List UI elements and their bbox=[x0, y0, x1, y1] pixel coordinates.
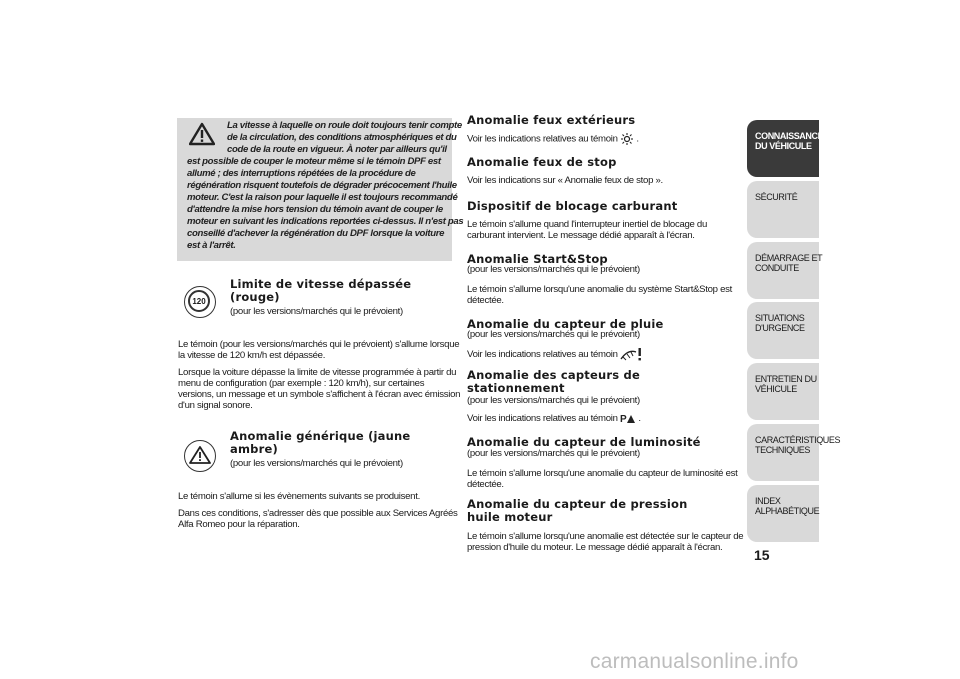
speed-paragraph-2: Lorsque la voiture dépasse la limite de vitesse programmée à partir du bbox=[178, 367, 457, 378]
parking-sensors-subtitle: (pour les versions/marchés qui le prévoient) bbox=[467, 395, 640, 406]
parking-sensors-heading-2: stationnement bbox=[467, 381, 565, 395]
oil-pressure-sensor-heading: Anomalie du capteur de pression bbox=[467, 497, 688, 511]
speed-paragraph-2: versions, un message et un symbole s'affichent à l'écran avec émission bbox=[178, 389, 461, 400]
fuel-cutoff-heading: Dispositif de blocage carburant bbox=[467, 199, 678, 213]
start-stop-heading: Anomalie Start&Stop bbox=[467, 252, 608, 266]
speed-paragraph-1: Le témoin (pour les versions/marchés qui le prévoient) s'allume lorsque bbox=[178, 339, 460, 350]
speed-limit-heading: Limite de vitesse dépassée bbox=[230, 277, 412, 291]
start-stop-text: Le témoin s'allume lorsqu'une anomalie du système Start&Stop est bbox=[467, 284, 732, 295]
rain-sensor-icon bbox=[620, 348, 642, 361]
generic-fault-heading-2: ambre) bbox=[230, 442, 278, 456]
sidebar-tab-caracteristiques[interactable]: CARACTÉRISTIQUES TECHNIQUES bbox=[747, 424, 819, 481]
generic-fault-icon bbox=[184, 440, 216, 472]
light-sensor-text: Le témoin s'allume lorsqu'une anomalie du capteur de luminosité est bbox=[467, 468, 738, 479]
parking-sensors-heading: Anomalie des capteurs de bbox=[467, 368, 640, 382]
light-sensor-heading: Anomalie du capteur de luminosité bbox=[467, 435, 701, 449]
note-line: conseillé d'achever la régénération du DPF lorsque la voiture bbox=[187, 228, 445, 239]
warning-note bbox=[177, 118, 464, 261]
fuel-cutoff-text: Le témoin s'allume quand l'interrupteur inertiel de blocage du bbox=[467, 219, 707, 230]
speed-limit-icon bbox=[184, 286, 216, 318]
generic-paragraph-2: Alfa Romeo pour la réparation. bbox=[178, 519, 300, 530]
page-number: 15 bbox=[754, 547, 770, 563]
rain-sensor-text: Voir les indications relatives au témoin bbox=[467, 348, 642, 361]
sidebar-tab-securite[interactable]: SÉCURITÉ bbox=[747, 181, 819, 238]
oil-pressure-sensor-text: pression d'huile du moteur. Le message dédié apparaît à l'écran. bbox=[467, 542, 723, 553]
speed-limit-heading-2: (rouge) bbox=[230, 290, 280, 304]
start-stop-text: détectée. bbox=[467, 295, 504, 306]
light-sensor-subtitle: (pour les versions/marchés qui le prévoient) bbox=[467, 448, 640, 459]
note-line: allumé ; des interruptions répétées de la procédure de bbox=[187, 168, 416, 179]
note-line: est possible de couper le moteur même si le témoin DPF est bbox=[187, 156, 441, 167]
oil-pressure-sensor-heading-2: huile moteur bbox=[467, 510, 553, 524]
sidebar-tab-index[interactable]: INDEX ALPHABÉTIQUE bbox=[747, 485, 819, 542]
warning-triangle-icon bbox=[189, 122, 215, 146]
speed-paragraph-2: d'un signal sonore. bbox=[178, 400, 253, 411]
note-line: est à l'arrêt. bbox=[187, 240, 236, 251]
speed-limit-value: 120 bbox=[188, 290, 210, 312]
oil-pressure-sensor-text: Le témoin s'allume lorsqu'une anomalie est détectée sur le capteur de bbox=[467, 531, 744, 542]
parking-sensors-text: Voir les indications relatives au témoin P . bbox=[467, 413, 641, 425]
generic-fault-heading: Anomalie générique (jaune bbox=[230, 429, 411, 443]
stop-lights-text: Voir les indications sur « Anomalie feux de stop ». bbox=[467, 175, 663, 186]
svg-text:P: P bbox=[620, 414, 627, 424]
note-line: moteur. C'est la raison pour laquelle il est toujours recommandé bbox=[187, 192, 458, 203]
note-line: La vitesse à laquelle on roule doit toujours tenir compte bbox=[227, 120, 462, 131]
note-line: d'attendre la mise hors tension du témoin avant de couper le bbox=[187, 204, 443, 215]
note-line: moteur en suivant les indications reportées ci-dessus. Il n'est pas bbox=[187, 216, 464, 227]
light-sensor-text: détectée. bbox=[467, 479, 504, 490]
start-stop-subtitle: (pour les versions/marchés qui le prévoient) bbox=[467, 264, 640, 275]
note-line: de la circulation, des conditions atmosphériques et du bbox=[227, 132, 457, 143]
speed-paragraph-2: menu de configuration (par exemple : 120 km/h), sur certaines bbox=[178, 378, 425, 389]
speed-limit-subtitle: (pour les versions/marchés qui le prévoient) bbox=[230, 306, 403, 317]
rain-sensor-heading: Anomalie du capteur de pluie bbox=[467, 317, 664, 331]
watermark: carmanualsonline.info bbox=[590, 650, 799, 673]
note-line: régénération risquent toutefois de dégrader précocement l'huile bbox=[187, 180, 457, 191]
generic-paragraph-2: Dans ces conditions, s'adresser dès que possible aux Services Agréés bbox=[178, 508, 458, 519]
sidebar-tab-entretien[interactable]: ENTRETIEN DU VÉHICULE bbox=[747, 363, 819, 420]
parking-sensor-icon bbox=[620, 413, 636, 424]
note-line: code de la route en vigueur. À noter par ailleurs qu'il bbox=[227, 144, 447, 155]
exterior-light-icon bbox=[620, 133, 634, 145]
fuel-cutoff-text: carburant intervient. Le message dédié apparaît à l'écran. bbox=[467, 230, 695, 241]
sidebar-tab-urgence[interactable]: SITUATIONS D'URGENCE bbox=[747, 302, 819, 359]
exterior-lights-heading: Anomalie feux extérieurs bbox=[467, 113, 636, 127]
warning-triangle-icon bbox=[189, 445, 211, 465]
stop-lights-heading: Anomalie feux de stop bbox=[467, 155, 617, 169]
generic-paragraph-1: Le témoin s'allume si les évènements suivants se produisent. bbox=[178, 491, 420, 502]
generic-fault-subtitle: (pour les versions/marchés qui le prévoient) bbox=[230, 458, 403, 469]
rain-sensor-subtitle: (pour les versions/marchés qui le prévoient) bbox=[467, 329, 640, 340]
sidebar-tab-demarrage[interactable]: DÉMARRAGE ET CONDUITE bbox=[747, 242, 819, 299]
exterior-lights-text: Voir les indications relatives au témoin . bbox=[467, 133, 639, 145]
speed-paragraph-1: la vitesse de 120 km/h est dépassée. bbox=[178, 350, 326, 361]
sidebar-tab-connaissance[interactable]: CONNAISSANCE DU VÉHICULE bbox=[747, 120, 819, 177]
